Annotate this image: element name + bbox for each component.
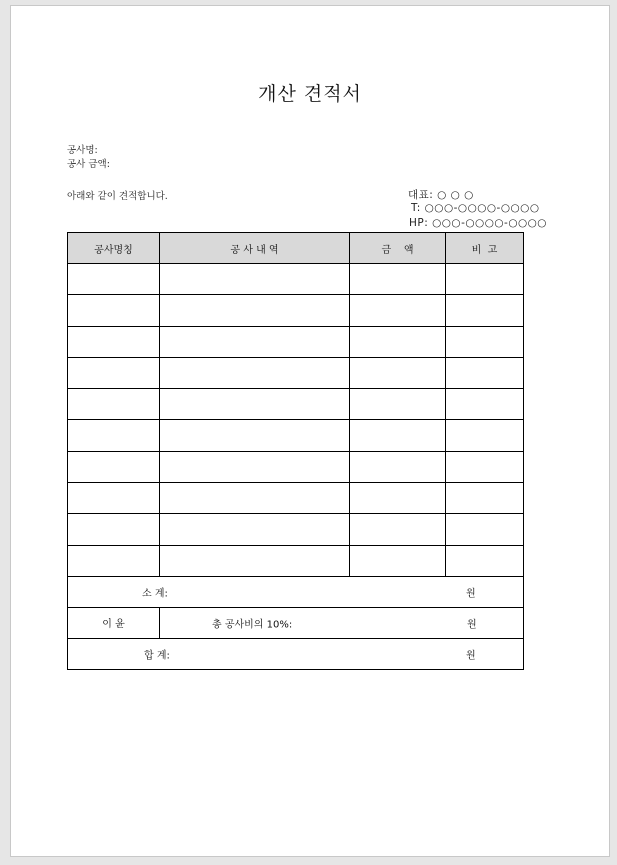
table-cell[interactable] [446, 264, 524, 295]
table-header-row [68, 233, 524, 264]
table-cell[interactable] [160, 545, 350, 576]
document-page [10, 5, 610, 857]
table-row [68, 420, 524, 451]
estimate-table [67, 232, 524, 670]
profit-currency: 원 [467, 619, 477, 631]
total-row [68, 638, 524, 669]
table-cell[interactable] [350, 451, 446, 482]
telephone: T: ○○○-○○○○-○○○○ [411, 202, 540, 214]
project-amount-label: 공사 금액: [67, 159, 110, 170]
table-row [68, 389, 524, 420]
table-cell[interactable] [350, 545, 446, 576]
table-cell[interactable] [446, 389, 524, 420]
document-title: 개산 견적서 [258, 83, 362, 105]
table-row [68, 295, 524, 326]
subtotal-currency: 원 [466, 588, 476, 600]
project-name-label: 공사명: [67, 145, 98, 156]
table-cell[interactable] [350, 483, 446, 514]
profit-label: 이 윤 [68, 607, 160, 638]
table-cell[interactable] [68, 357, 160, 388]
table-cell[interactable] [446, 451, 524, 482]
table-cell[interactable] [160, 326, 350, 357]
table-cell[interactable] [160, 264, 350, 295]
table-row [68, 326, 524, 357]
table-cell[interactable] [350, 420, 446, 451]
total-cell[interactable] [68, 638, 524, 669]
table-cell[interactable] [350, 295, 446, 326]
table-cell[interactable] [160, 514, 350, 545]
profit-description: 총 공사비의 10%: [212, 619, 293, 631]
table-cell[interactable] [68, 420, 160, 451]
table-row [68, 483, 524, 514]
table-cell[interactable] [68, 514, 160, 545]
header-amount: 금 액 [350, 233, 446, 264]
subtotal-cell[interactable] [68, 576, 524, 607]
table-cell[interactable] [446, 514, 524, 545]
subtotal-label: 소 계: [142, 588, 168, 600]
table-cell[interactable] [350, 326, 446, 357]
table-cell[interactable] [68, 326, 160, 357]
table-cell[interactable] [68, 264, 160, 295]
table-cell[interactable] [160, 295, 350, 326]
table-cell[interactable] [68, 483, 160, 514]
table-cell[interactable] [160, 483, 350, 514]
header-project-name: 공사명칭 [68, 233, 160, 264]
table-cell[interactable] [160, 357, 350, 388]
table-cell[interactable] [160, 451, 350, 482]
table-cell[interactable] [68, 295, 160, 326]
table-cell[interactable] [446, 326, 524, 357]
total-label: 합 계: [144, 650, 170, 662]
table-cell[interactable] [446, 420, 524, 451]
table-cell[interactable] [350, 264, 446, 295]
representative: 대표: ○ ○ ○ [408, 189, 474, 201]
table-row [68, 545, 524, 576]
table-row [68, 264, 524, 295]
table-cell[interactable] [350, 514, 446, 545]
table-cell[interactable] [68, 545, 160, 576]
table-cell[interactable] [68, 389, 160, 420]
header-work-details: 공 사 내 역 [160, 233, 350, 264]
profit-row [68, 607, 524, 638]
subtotal-row [68, 576, 524, 607]
profit-cell[interactable] [160, 607, 524, 638]
table-row [68, 514, 524, 545]
table-cell[interactable] [160, 389, 350, 420]
table-cell[interactable] [68, 451, 160, 482]
table-cell[interactable] [446, 545, 524, 576]
table-cell[interactable] [446, 483, 524, 514]
mobile-phone: HP: ○○○-○○○○-○○○○ [409, 217, 547, 229]
table-cell[interactable] [446, 357, 524, 388]
intro-text: 아래와 같이 견적합니다. [67, 191, 168, 202]
table-row [68, 451, 524, 482]
header-remarks: 비 고 [446, 233, 524, 264]
table-row [68, 357, 524, 388]
table-cell[interactable] [350, 357, 446, 388]
table-cell[interactable] [446, 295, 524, 326]
table-cell[interactable] [160, 420, 350, 451]
total-currency: 원 [466, 650, 476, 662]
table-cell[interactable] [350, 389, 446, 420]
